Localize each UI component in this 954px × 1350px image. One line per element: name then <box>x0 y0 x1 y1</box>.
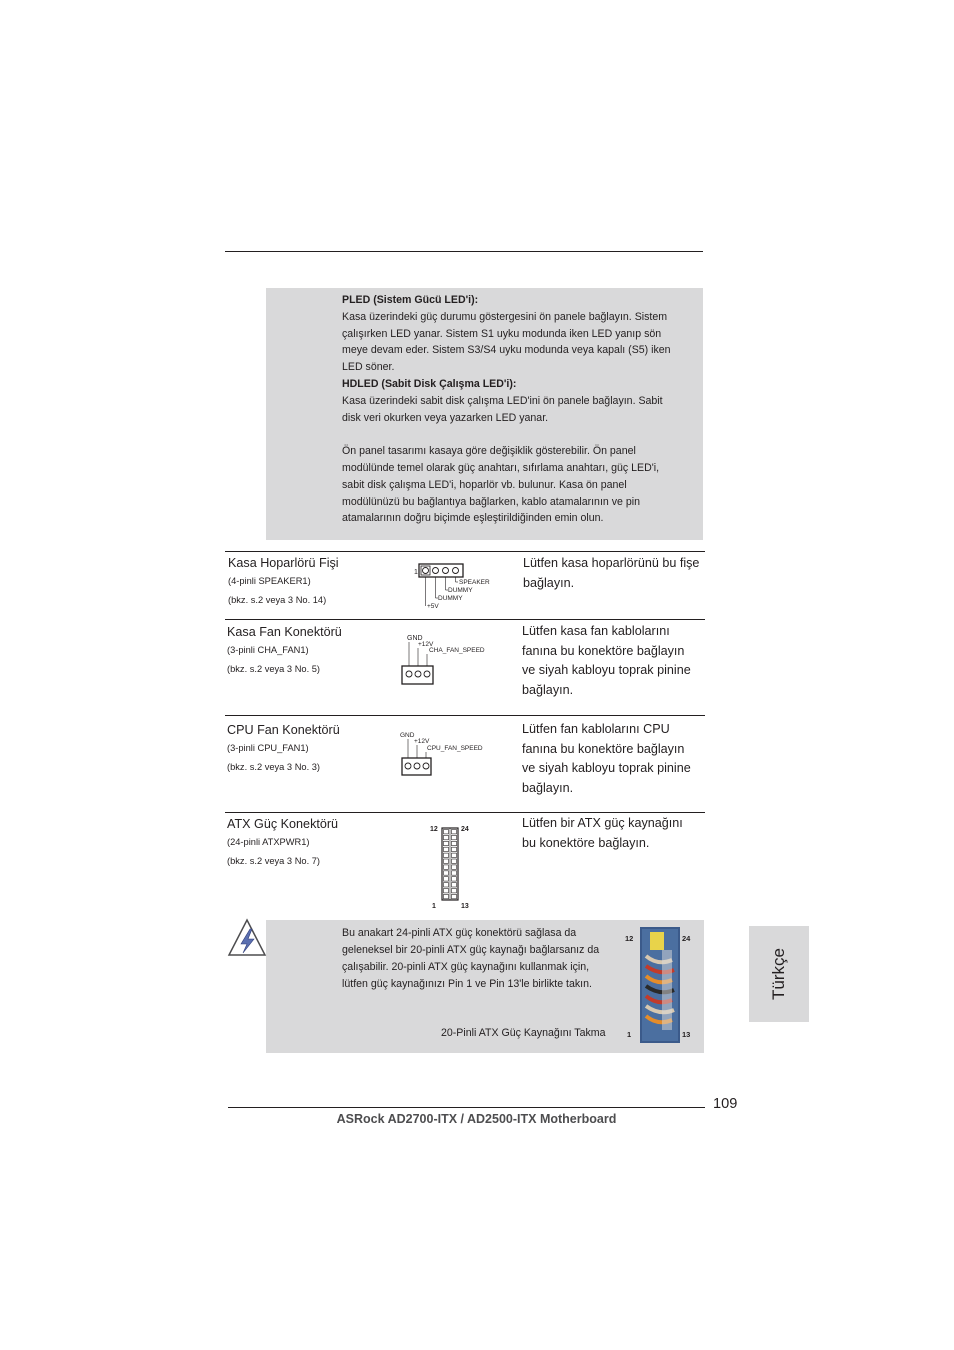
desc-line: ve siyah kabloyu toprak pinine <box>522 663 691 677</box>
photo-label: 1 <box>627 1030 632 1039</box>
desc-line: Lütfen kasa fan kablolarını <box>522 624 670 638</box>
desc-line: bu konektöre bağlayın. <box>522 835 650 850</box>
atx-title: ATX Güç Konektörü <box>227 817 339 831</box>
pin-label: GND <box>400 732 415 739</box>
warning-line: çalışabilir. 20-pinli ATX güç kaynağını kullanmak için, <box>342 961 590 973</box>
warning-line: geleneksel bir 20-pinli ATX güç kaynağı bağlarsanız da <box>342 944 600 956</box>
note-line: modülünde temel olarak güç anahtarı, sıfırlama anahtarı, güç LED'i, <box>342 461 660 474</box>
speaker-desc <box>523 554 707 593</box>
language-tab-label: Türkçe <box>769 948 788 1000</box>
speaker-ref: (bkz. s.2 veya 3 No. 14) <box>228 595 327 605</box>
cha-fan-pins: (3-pinli CHA_FAN1) <box>227 645 309 655</box>
section-rule <box>225 551 705 552</box>
desc-line: Lütfen fan kablolarını CPU <box>522 722 670 736</box>
pin-label: 1 <box>432 903 436 910</box>
warning-caption: 20-Pinli ATX Güç Kaynağını Takma <box>441 1027 606 1039</box>
atx-ref: (bkz. s.2 veya 3 No. 7) <box>227 856 321 866</box>
pin-label: SPEAKER <box>459 579 490 586</box>
pin-label: 13 <box>461 903 469 910</box>
atx-plug-photo <box>622 926 696 1044</box>
pled-line: meye devam eder. Sistem S3/S4 uyku modunda veya kapalı (S5) iken <box>342 344 671 357</box>
pin-label: DUMMY <box>438 595 463 602</box>
pled-line: Kasa üzerindeki güç durumu göstergesini ön panele bağlayın. Sistem <box>342 310 668 323</box>
hdled-heading: HDLED (Sabit Disk Çalışma LED'i): <box>342 377 517 390</box>
warning-triangle-icon <box>226 917 268 959</box>
section-rule <box>225 812 705 813</box>
pin-label: 12 <box>430 826 438 833</box>
cha-fan-ref: (bkz. s.2 veya 3 No. 5) <box>227 664 321 674</box>
cha-fan-connector-diagram <box>398 630 490 686</box>
photo-label: 24 <box>682 934 691 943</box>
desc-line: bağlayın. <box>522 780 574 795</box>
pled-line: çalışırken LED yanar. Sistem S1 uyku modunda iken LED yanıp sön <box>342 327 662 340</box>
cpu-fan-pins: (3-pinli CPU_FAN1) <box>227 743 309 753</box>
speaker-title: Kasa Hoparlörü Fişi <box>228 556 339 570</box>
pled-line: LED söner. <box>342 361 395 374</box>
speaker-pins: (4-pinli SPEAKER1) <box>228 576 311 586</box>
pin-label: +5V <box>427 603 439 610</box>
desc-line: Lütfen kasa hoparlörünü bu fişe <box>523 556 700 570</box>
cha-fan-title: Kasa Fan Konektörü <box>227 625 342 639</box>
desc-line: fanına bu konektöre bağlayın <box>522 643 685 658</box>
atx-connector-diagram <box>426 820 476 912</box>
desc-line: Lütfen bir ATX güç kaynağını <box>522 816 683 830</box>
cpu-fan-desc <box>522 720 706 798</box>
speaker-connector-diagram <box>408 560 498 614</box>
warning-line: Bu anakart 24-pinli ATX güç konektörü sağlasa da <box>342 927 577 939</box>
language-tab <box>749 926 809 1022</box>
atx-desc <box>522 814 706 853</box>
warning-line: lütfen güç kaynağınızı Pin 1 ve Pin 13'le birlikte takın. <box>342 978 592 990</box>
pin-label: CPU_FAN_SPEED <box>427 745 483 752</box>
pin-label: 24 <box>461 826 469 833</box>
cha-fan-desc <box>522 622 706 700</box>
footer-rule <box>228 1107 705 1108</box>
section-rule <box>225 619 705 620</box>
desc-line: fanına bu konektöre bağlayın <box>522 741 685 756</box>
pin-label: +12V <box>414 738 430 745</box>
page-number: 109 <box>713 1096 738 1112</box>
atx-pins: (24-pinli ATXPWR1) <box>227 837 310 847</box>
warning-text <box>342 925 622 993</box>
photo-label: 13 <box>682 1030 691 1039</box>
hdled-line: Kasa üzerindeki sabit disk çalışma LED'ini ön panele bağlayın. Sabit <box>342 394 663 407</box>
pin-label: CHA_FAN_SPEED <box>429 647 485 654</box>
note-line: atamalarının doğru biçimde eşleştirildiğinden emin olun. <box>342 512 604 525</box>
desc-line: bağlayın. <box>522 682 574 697</box>
desc-line: bağlayın. <box>523 575 575 590</box>
cpu-fan-ref: (bkz. s.2 veya 3 No. 3) <box>227 762 321 772</box>
note-line: modülünüzü bu bağlantıya bağlarken, kablo atamalarının ve pin <box>342 495 641 508</box>
cpu-fan-connector-diagram <box>396 728 490 778</box>
desc-line: ve siyah kabloyu toprak pinine <box>522 761 691 775</box>
section-rule <box>225 715 705 716</box>
intro-text <box>342 292 694 527</box>
pin-label: DUMMY <box>448 587 473 594</box>
pin1-label: 1 <box>414 569 418 576</box>
pled-heading: PLED (Sistem Gücü LED'i): <box>342 294 479 306</box>
top-rule <box>225 251 703 252</box>
pin-label: GND <box>407 635 423 642</box>
photo-label: 12 <box>625 934 634 943</box>
pin-label: +12V <box>418 641 434 648</box>
cpu-fan-title: CPU Fan Konektörü <box>227 723 340 737</box>
note-line: sabit disk çalışma LED'i, hoparlör vb. bulunur. Kasa ön panel <box>342 478 627 491</box>
hdled-line: disk veri okurken veya yazarken LED yanar. <box>342 411 549 424</box>
note-line: Ön panel tasarımı kasaya göre değişiklik gösterebilir. Ön panel <box>342 445 636 458</box>
footer-title: ASRock AD2700-ITX / AD2500-ITX Motherboard <box>336 1112 617 1126</box>
